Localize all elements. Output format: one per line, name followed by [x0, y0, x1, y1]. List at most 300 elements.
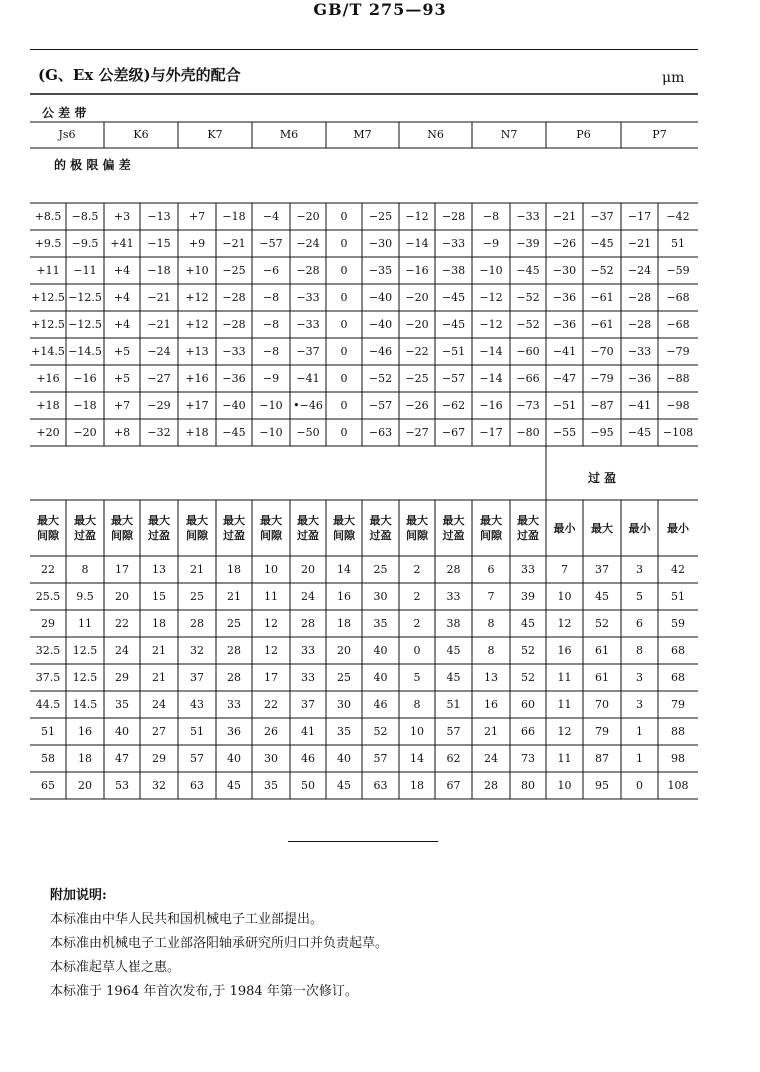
fit-header-text: 最小	[667, 521, 689, 535]
deviation-cell: −12	[479, 290, 503, 304]
fit-cell: 63	[190, 778, 204, 792]
limit-deviation-label: 的 极 限 偏 差	[54, 158, 131, 172]
deviation-cell: 0	[340, 371, 348, 385]
fit-cell: 30	[373, 589, 388, 603]
fit-header-cell	[66, 500, 104, 556]
deviation-cell: −28	[441, 209, 466, 223]
deviation-cell: −52	[368, 371, 393, 385]
deviation-cell: +3	[113, 209, 131, 223]
deviation-cell: +12.5	[31, 317, 65, 331]
fit-cell: 25	[337, 670, 351, 684]
fit-cell: 40	[373, 643, 388, 657]
deviation-cell: −45	[441, 290, 466, 304]
fit-cell: 25	[190, 589, 204, 603]
fit-cell: 2	[413, 616, 421, 630]
fit-cell: 29	[152, 751, 166, 765]
deviation-cell: −80	[516, 425, 540, 439]
deviation-cell: −57	[368, 398, 393, 412]
deviation-cell: +4	[113, 263, 131, 277]
deviation-cell: +4	[113, 290, 131, 304]
fit-cell: 24	[152, 697, 166, 711]
deviation-cell: −37	[590, 209, 614, 223]
fit-cell: 45	[227, 778, 241, 792]
deviation-cell: +18	[36, 398, 60, 412]
deviation-cell: −14	[479, 371, 503, 385]
fit-cell: 12.5	[72, 670, 98, 684]
fit-cell: 14	[410, 751, 424, 765]
deviation-cell: −26	[552, 236, 577, 250]
fit-cell: 47	[115, 751, 129, 765]
deviation-cell: −108	[662, 425, 694, 439]
fit-cell: 12	[264, 616, 278, 630]
deviation-cell: −73	[516, 398, 540, 412]
fit-cell: 30	[264, 751, 278, 765]
tolerance-band-cell: N7	[500, 128, 518, 141]
fit-cell: 17	[264, 670, 278, 684]
deviation-cell: −55	[552, 425, 577, 439]
deviation-cell: −33	[222, 344, 246, 358]
fit-cell: 12	[264, 643, 278, 657]
deviation-cell: −59	[666, 263, 690, 277]
fit-cell: 46	[373, 697, 388, 711]
deviation-cell: −37	[296, 344, 320, 358]
deviation-cell: −52	[516, 290, 540, 304]
fit-header-text: 过盈	[148, 529, 170, 542]
fit-header-text: 最大	[480, 514, 502, 527]
fit-cell: 24	[301, 589, 315, 603]
deviation-cell: −27	[147, 371, 171, 385]
fit-header-text: 过盈	[297, 529, 319, 542]
fit-cell: 24	[115, 643, 129, 657]
fit-cell: 12.5	[72, 643, 98, 657]
fit-cell: 3	[636, 670, 643, 684]
fit-cell: 61	[595, 670, 609, 684]
fit-cell: 45	[446, 670, 461, 684]
fit-cell: 79	[671, 697, 685, 711]
fit-header-text: 间隙	[111, 529, 133, 542]
deviation-cell: −60	[516, 344, 540, 358]
fit-cell: 0	[413, 643, 421, 657]
deviation-cell: −9	[482, 236, 500, 250]
deviation-cell: −26	[405, 398, 429, 412]
fit-header-text: 间隙	[186, 529, 208, 542]
fit-cell: 73	[521, 751, 535, 765]
deviation-cell: −14	[479, 344, 503, 358]
fit-cell: 62	[446, 751, 461, 765]
deviation-cell: −24	[296, 236, 320, 250]
deviation-cell: +10	[185, 263, 209, 277]
fit-cell: 8	[81, 562, 89, 576]
deviation-cell: +7	[113, 398, 131, 412]
fit-cell: 66	[521, 724, 535, 738]
deviation-cell: +8	[113, 425, 131, 439]
deviation-cell: +9	[188, 236, 206, 250]
fit-cell: 21	[227, 589, 241, 603]
deviation-cell: +17	[185, 398, 209, 412]
deviation-cell: −79	[590, 371, 614, 385]
deviation-cell: −68	[666, 290, 690, 304]
deviation-cell: −36	[627, 371, 652, 385]
fit-cell: 61	[595, 643, 609, 657]
fit-cell: 32	[190, 643, 204, 657]
fit-cell: 1	[636, 751, 643, 765]
deviation-cell: 0	[340, 263, 348, 277]
note-line: 本标准由机械电子工业部洛阳轴承研究所归口并负责起草。	[50, 936, 389, 951]
deviation-cell: −33	[296, 290, 320, 304]
deviation-cell: +5	[113, 371, 131, 385]
deviation-cell: 0	[340, 425, 348, 439]
deviation-cell: −8	[262, 290, 280, 304]
fit-cell: 26	[264, 724, 278, 738]
deviation-cell: −29	[147, 398, 171, 412]
fit-header-text: 最大	[148, 514, 170, 527]
fit-header-text: 过盈	[517, 529, 539, 542]
fit-header-cell	[104, 500, 140, 556]
deviation-cell: −24	[147, 344, 171, 358]
deviation-cell: +12	[185, 317, 209, 331]
deviation-cell: −14	[405, 236, 429, 250]
fit-cell: 24	[484, 751, 498, 765]
fit-cell: 2	[413, 589, 421, 603]
deviation-cell: −9.5	[71, 236, 99, 250]
deviation-cell: −25	[368, 209, 393, 223]
deviation-cell: −36	[552, 317, 577, 331]
deviation-cell: −32	[147, 425, 171, 439]
deviation-cell: −20	[405, 290, 429, 304]
deviation-cell: −40	[222, 398, 246, 412]
deviation-cell: −47	[552, 371, 577, 385]
deviation-cell: −25	[405, 371, 429, 385]
deviation-cell: −20	[73, 425, 97, 439]
fit-cell: 8	[487, 616, 495, 630]
fit-cell: 51	[190, 724, 204, 738]
deviation-cell: −46	[368, 344, 393, 358]
fit-cell: 10	[410, 724, 424, 738]
fit-cell: 18	[152, 616, 166, 630]
deviation-cell: 0	[340, 344, 348, 358]
tolerance-band-cell: M7	[353, 128, 372, 141]
deviation-cell: −45	[627, 425, 652, 439]
deviation-cell: +12.5	[31, 290, 65, 304]
fit-header-text: 最大	[406, 514, 428, 527]
deviation-cell: −30	[552, 263, 577, 277]
deviation-cell: +13	[185, 344, 209, 358]
deviation-cell: 0	[340, 236, 348, 250]
deviation-cell: −13	[147, 209, 171, 223]
deviation-cell: −8	[482, 209, 500, 223]
deviation-cell: −12	[479, 317, 503, 331]
fit-cell: 0	[636, 778, 643, 792]
fit-cell: 21	[190, 562, 204, 576]
fit-cell: 33	[521, 562, 535, 576]
fit-header-text: 间隙	[333, 529, 355, 542]
deviation-cell: −61	[590, 290, 614, 304]
fit-cell: 58	[41, 751, 55, 765]
fit-cell: 5	[636, 589, 643, 603]
fit-cell: 11	[557, 697, 572, 711]
fit-cell: 39	[521, 589, 535, 603]
deviation-cell: −87	[590, 398, 614, 412]
fit-cell: 45	[446, 643, 461, 657]
fit-cell: 33	[301, 643, 315, 657]
deviation-cell: −28	[222, 317, 246, 331]
fit-cell: 36	[227, 724, 241, 738]
fit-cell: 25	[227, 616, 241, 630]
deviation-cell: −57	[441, 371, 466, 385]
deviation-cell: −28	[296, 263, 320, 277]
deviation-cell: −18	[73, 398, 97, 412]
deviation-cell: −8	[262, 317, 280, 331]
fit-cell: 10	[264, 562, 278, 576]
deviation-cell: −17	[479, 425, 503, 439]
fit-header-text: 最大	[297, 514, 319, 527]
deviation-cell: −45	[441, 317, 466, 331]
fit-cell: 12	[557, 724, 572, 738]
fit-cell: 18	[337, 616, 351, 630]
document-code: GB/T 275—93	[313, 0, 447, 19]
deviation-cell: −22	[405, 344, 429, 358]
notes-section	[50, 884, 388, 1004]
deviation-cell: −6	[262, 263, 280, 277]
deviation-cell: −16	[73, 371, 97, 385]
fit-cell: 21	[152, 670, 166, 684]
fit-cell: 20	[78, 778, 92, 792]
fit-cell: 22	[264, 697, 278, 711]
deviation-cell: −50	[296, 425, 320, 439]
fit-cell: 59	[671, 616, 685, 630]
deviation-cell: −57	[259, 236, 283, 250]
deviation-cell: −40	[368, 317, 393, 331]
fit-cell: 33	[446, 589, 461, 603]
tolerance-band-cell: M6	[279, 128, 299, 141]
fit-cell: 25.5	[35, 589, 61, 603]
notes-heading: 附加说明:	[50, 888, 107, 903]
deviation-cell: −21	[627, 236, 652, 250]
fit-cell: 28	[484, 778, 498, 792]
fit-header-text: 最大	[517, 514, 539, 527]
fit-cell: 52	[373, 724, 388, 738]
fit-cell: 41	[301, 724, 315, 738]
fit-cell: 25	[373, 562, 388, 576]
fit-cell: 18	[410, 778, 424, 792]
fit-cell: 14	[337, 562, 351, 576]
fit-cell: 14.5	[72, 697, 98, 711]
fit-header-cell	[290, 500, 326, 556]
deviation-cell: −12	[405, 209, 429, 223]
fit-cell: 37	[301, 697, 315, 711]
fit-cell: 17	[115, 562, 129, 576]
deviation-cell: −67	[441, 425, 466, 439]
fit-header-text: 间隙	[37, 529, 59, 542]
fit-cell: 16	[557, 643, 572, 657]
fit-cell: 79	[595, 724, 609, 738]
deviation-cell: −36	[222, 371, 246, 385]
deviation-cell: −63	[368, 425, 393, 439]
fit-cell: 6	[636, 616, 643, 630]
deviation-cell: −21	[222, 236, 246, 250]
fit-cell: 35	[373, 616, 388, 630]
fit-cell: 18	[227, 562, 241, 576]
deviation-cell: −24	[627, 263, 652, 277]
fit-header-text: 最大	[111, 514, 133, 527]
deviation-cell: −16	[479, 398, 503, 412]
note-line: 本标准于 1964 年首次发布,于 1984 年第一次修订。	[50, 984, 358, 999]
fit-header-cell	[399, 500, 435, 556]
fit-cell: 28	[227, 643, 241, 657]
fit-header-cell	[472, 500, 510, 556]
deviation-cell: −28	[627, 290, 652, 304]
fit-cell: 51	[446, 697, 461, 711]
tolerance-band-cell: P6	[576, 128, 591, 141]
deviation-cell: −33	[516, 209, 540, 223]
deviation-cell: −33	[441, 236, 466, 250]
fit-header-cell	[30, 500, 66, 556]
deviation-cell: −16	[405, 263, 429, 277]
deviation-cell: −41	[552, 344, 577, 358]
fit-cell: 40	[115, 724, 129, 738]
deviation-cell: 51	[671, 236, 685, 250]
fit-cell: 52	[521, 670, 535, 684]
fit-cell: 29	[41, 616, 55, 630]
deviation-cell: −17	[627, 209, 652, 223]
deviation-cell: +18	[185, 425, 209, 439]
fit-header-text: 最大	[333, 514, 355, 527]
deviation-cell: −35	[368, 263, 393, 277]
fit-cell: 52	[595, 616, 609, 630]
deviation-cell: −20	[405, 317, 429, 331]
fit-cell: 38	[446, 616, 461, 630]
fit-header-cell	[621, 500, 658, 556]
fit-cell: 22	[41, 562, 55, 576]
table-title: (G、Ex 公差级)与外壳的配合	[38, 66, 241, 84]
fit-cell: 88	[671, 724, 685, 738]
deviation-cell: −95	[590, 425, 614, 439]
fit-header-cell	[140, 500, 178, 556]
deviation-cell: −18	[147, 263, 171, 277]
fit-header-text: 最大	[223, 514, 245, 527]
fit-cell: 21	[484, 724, 498, 738]
deviation-cell: −52	[516, 317, 540, 331]
fit-cell: 13	[484, 670, 498, 684]
fit-cell: 3	[636, 697, 643, 711]
deviation-cell: −38	[441, 263, 466, 277]
fit-cell: 40	[337, 751, 351, 765]
deviation-cell: −45	[222, 425, 246, 439]
fit-cell: 57	[373, 751, 388, 765]
deviation-cell: −42	[666, 209, 690, 223]
deviation-cell: −10	[479, 263, 503, 277]
fit-cell: 32	[152, 778, 166, 792]
fit-cell: 10	[557, 589, 572, 603]
tolerance-band-cell: K7	[207, 128, 223, 141]
deviation-cell: +8.5	[34, 209, 62, 223]
fit-cell: 7	[561, 562, 568, 576]
fit-header-cell	[546, 500, 583, 556]
deviation-cell: +9.5	[34, 236, 62, 250]
fit-cell: 51	[671, 589, 685, 603]
deviation-cell: −45	[590, 236, 614, 250]
deviation-cell: −68	[666, 317, 690, 331]
deviation-cell: −62	[441, 398, 466, 412]
fit-cell: 60	[521, 697, 535, 711]
fit-cell: 37	[595, 562, 609, 576]
deviation-cell: −51	[552, 398, 577, 412]
fit-cell: 51	[41, 724, 55, 738]
fit-cell: 5	[413, 670, 421, 684]
fit-cell: 28	[446, 562, 461, 576]
deviation-cell: −8.5	[71, 209, 99, 223]
deviation-cell: •−46	[293, 398, 323, 412]
deviation-cell: 0	[340, 317, 348, 331]
fit-cell: 1	[636, 724, 643, 738]
fit-cell: 44.5	[35, 697, 61, 711]
deviation-cell: −18	[222, 209, 246, 223]
deviation-cell: −41	[627, 398, 652, 412]
fit-cell: 33	[227, 697, 241, 711]
fit-cell: 28	[301, 616, 315, 630]
fit-header-text: 最大	[591, 521, 613, 535]
deviation-cell: −33	[296, 317, 320, 331]
deviation-cell: −20	[296, 209, 320, 223]
deviation-cell: −11	[73, 263, 97, 277]
fit-cell: 6	[487, 562, 495, 576]
fit-cell: 32.5	[35, 643, 61, 657]
deviation-cell: −27	[405, 425, 429, 439]
deviation-cell: +41	[110, 236, 134, 250]
fit-header-text: 过盈	[74, 529, 96, 542]
fit-cell: 22	[115, 616, 129, 630]
fit-cell: 67	[446, 778, 461, 792]
fit-cell: 16	[78, 724, 92, 738]
deviation-cell: −36	[552, 290, 577, 304]
fit-cell: 11	[557, 751, 572, 765]
fit-header-text: 间隙	[406, 529, 428, 542]
fit-cell: 35	[264, 778, 278, 792]
fit-cell: 13	[152, 562, 166, 576]
deviation-cell: −12.5	[68, 317, 102, 331]
fit-cell: 46	[301, 751, 315, 765]
fit-header-cell	[658, 500, 698, 556]
fit-cell: 53	[115, 778, 129, 792]
fit-header-text: 最大	[186, 514, 208, 527]
fit-cell: 15	[152, 589, 166, 603]
deviation-cell: −66	[516, 371, 540, 385]
tolerance-band-cell: P7	[652, 128, 667, 141]
deviation-cell: +16	[36, 371, 60, 385]
deviation-cell: −9	[262, 371, 280, 385]
deviation-cell: −21	[147, 290, 171, 304]
fit-cell: 9.5	[76, 589, 94, 603]
fit-cell: 98	[671, 751, 685, 765]
fit-cell: 16	[484, 697, 498, 711]
fit-cell: 70	[595, 697, 609, 711]
fit-cell: 57	[190, 751, 204, 765]
deviation-cell: 0	[340, 209, 348, 223]
fit-label: 过 盈	[588, 471, 617, 485]
fit-cell: 3	[636, 562, 643, 576]
fit-cell: 30	[337, 697, 351, 711]
fit-cell: 42	[671, 562, 685, 576]
deviation-cell: +12	[185, 290, 209, 304]
tolerance-band-cell: Js6	[58, 128, 76, 141]
fit-cell: 35	[115, 697, 129, 711]
deviation-cell: −8	[262, 344, 280, 358]
fit-cell: 37	[190, 670, 204, 684]
fit-header-cell	[326, 500, 362, 556]
deviation-cell: −40	[368, 290, 393, 304]
deviation-cell: +7	[188, 209, 206, 223]
unit-label: μm	[662, 70, 685, 86]
